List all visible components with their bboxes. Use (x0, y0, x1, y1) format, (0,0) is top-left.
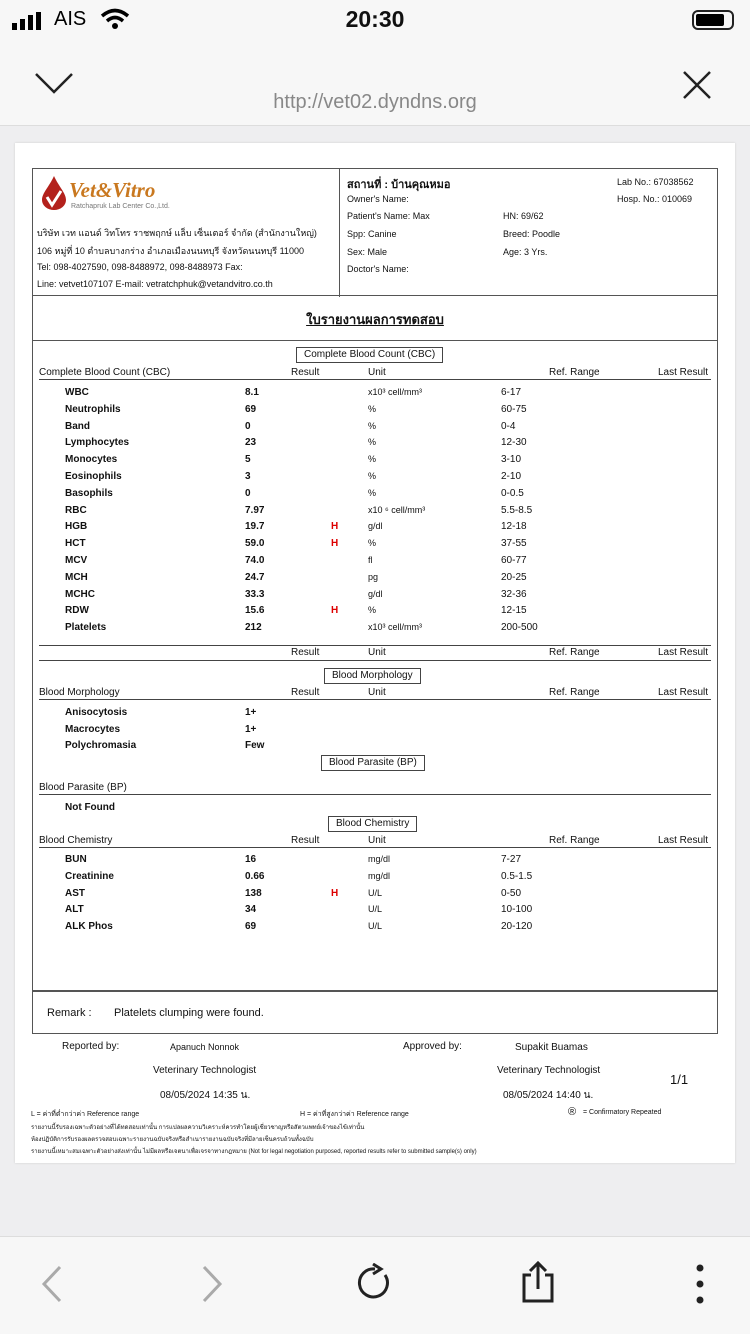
battery-icon (692, 10, 734, 30)
test-name: Polychromasia (65, 740, 137, 751)
divider (39, 794, 711, 795)
test-name: RDW (65, 605, 89, 617)
browser-toolbar (0, 44, 750, 126)
test-result: 1+ (245, 723, 257, 735)
test-result: 23 (245, 437, 257, 449)
back-icon[interactable] (40, 1265, 64, 1303)
test-unit: % (368, 538, 377, 549)
carrier-label: AIS (54, 8, 87, 30)
test-ref-range: 10-100 (501, 904, 533, 916)
morphology-section-box: Blood Morphology (324, 668, 421, 684)
test-ref-range: 0-4 (501, 420, 516, 432)
reported-date: 08/05/2024 14:35 น. (160, 1090, 251, 1101)
patient-name: Patient's Name: Max (347, 211, 430, 221)
parasite-section-box: Blood Parasite (BP) (321, 755, 425, 771)
owner-name: Owner's Name: (347, 194, 409, 204)
logo-subtitle: Ratchapruk Lab Center Co.,Ltd. (71, 203, 170, 210)
col-unit: Unit (368, 835, 386, 846)
test-result: 69 (245, 403, 257, 415)
test-result: 16 (245, 854, 257, 865)
doctor-name: Doctor's Name: (347, 264, 409, 274)
test-unit: x10³ cell/mm³ (368, 387, 423, 397)
report-title-box (32, 296, 718, 341)
company-tel: Tel: 098-4027590, 098-8488972, 098-8488973 Fax: (37, 262, 243, 272)
test-result: 138 (245, 887, 262, 899)
test-unit: mg/dl (368, 870, 391, 881)
disclaimer-3: รายงานนี้เหมาะสมเฉพาะตัวอย่างส่งเท่านั้น ไม่มีผลหรือเจตนาเพื่อเจรจาทางกฎหมาย (Not for legal negotiation purposed, reported results refer to submitted sample(s) only) (31, 1149, 477, 1155)
test-result: 33.3 (245, 588, 265, 600)
col-last: Last Result (658, 367, 709, 378)
test-name: MCV (65, 555, 88, 566)
test-unit: mg/dl (368, 854, 391, 864)
test-name: MCH (65, 571, 88, 583)
test-unit: % (368, 471, 377, 481)
approved-by-name: Supakit Buamas (515, 1042, 588, 1053)
divider (39, 645, 711, 646)
test-name: ALK Phos (65, 921, 113, 933)
test-unit: % (368, 454, 377, 465)
test-name: Platelets (65, 622, 107, 634)
test-name: Basophils (65, 487, 113, 499)
forward-icon[interactable] (200, 1265, 224, 1303)
test-name: Monocytes (65, 454, 118, 466)
share-icon[interactable] (518, 1261, 558, 1303)
test-result: 8.1 (245, 387, 259, 398)
confirmatory-icon: ® (568, 1106, 577, 1118)
patient-hn: HN: 69/62 (503, 211, 544, 221)
col-unit: Unit (368, 687, 386, 698)
test-result: 34 (245, 904, 257, 916)
test-unit: U/L (368, 887, 383, 898)
test-unit: % (368, 420, 377, 431)
test-result: 0 (245, 487, 251, 499)
test-ref-range: 0-50 (501, 887, 522, 899)
test-ref-range: 200-500 (501, 622, 538, 634)
test-ref-range: 12-18 (501, 521, 527, 533)
test-unit: fl (368, 555, 373, 565)
lab-report (15, 143, 735, 1163)
test-result: 69 (245, 921, 257, 933)
morphology-section-label: Blood Morphology (39, 687, 120, 698)
logo-drop-icon (39, 175, 69, 211)
more-icon[interactable] (694, 1263, 706, 1305)
test-name: MCHC (65, 588, 95, 600)
test-unit: x10³ cell/mm³ (368, 622, 423, 633)
divider (39, 847, 711, 848)
hosp-number: Hosp. No.: 010069 (617, 194, 693, 204)
test-result: 24.7 (245, 571, 265, 583)
test-name: Band (65, 420, 90, 432)
col-last: Last Result (658, 835, 709, 846)
reported-by-label: Reported by: (62, 1041, 120, 1052)
test-result: 212 (245, 622, 262, 634)
test-result: 74.0 (245, 555, 265, 566)
high-flag: H (331, 521, 339, 533)
col-ref: Ref. Range (549, 687, 600, 698)
divider (339, 169, 340, 297)
remark-text: Platelets clumping were found. (114, 1007, 264, 1019)
place: สถานที่ : บ้านคุณหมอ (347, 179, 451, 191)
test-ref-range: 6-17 (501, 387, 522, 398)
test-result: Few (245, 740, 265, 751)
high-flag: H (331, 538, 339, 550)
patient-species: Spp: Canine (347, 229, 397, 239)
test-result: 19.7 (245, 521, 265, 533)
legend-high: H = ค่าที่สูงกว่าค่า Reference range (300, 1111, 409, 1118)
test-name: HCT (65, 538, 86, 550)
test-name: Eosinophils (65, 471, 122, 482)
test-name: HGB (65, 521, 88, 533)
reported-by-role: Veterinary Technologist (153, 1065, 257, 1076)
test-unit: % (368, 437, 377, 448)
test-ref-range: 32-36 (501, 588, 527, 600)
disclaimer-2: ห้องปฏิบัติการรับรองผลตรวจสอบเฉพาะรายงานฉบับจริงหรือสำเนารายงานฉบับจริงที่มีลายเซ็นครบถ้วนทั้งฉบับ (31, 1137, 314, 1143)
company-contact: Line: vetvet107107 E-mail: vetratchphuk@vetandvitro.co.th (37, 279, 273, 289)
test-unit: g/dl (368, 588, 383, 599)
test-result: 1+ (245, 707, 257, 718)
approved-by-label: Approved by: (403, 1041, 462, 1052)
test-ref-range: 0.5-1.5 (501, 870, 533, 882)
lab-number: Lab No.: 67038562 (617, 177, 694, 187)
test-result: 5 (245, 454, 251, 466)
test-ref-range: 3-10 (501, 454, 522, 466)
parasite-result: Not Found (65, 802, 115, 813)
test-name: RBC (65, 504, 87, 516)
test-name: WBC (65, 387, 89, 398)
col-result: Result (291, 687, 320, 698)
parasite-section-label: Blood Parasite (BP) (39, 782, 127, 793)
page-number: 1/1 (670, 1072, 689, 1087)
col-result: Result (291, 835, 320, 846)
patient-sex: Sex: Male (347, 247, 388, 257)
test-result: 3 (245, 471, 251, 482)
col-unit: Unit (368, 367, 386, 378)
test-ref-range: 5.5-8.5 (501, 504, 533, 516)
browser-bottom-bar (0, 1236, 750, 1334)
test-result: 0 (245, 420, 251, 432)
test-unit: pg (368, 571, 379, 582)
test-unit: g/dl (368, 521, 383, 532)
chemistry-section-label: Blood Chemistry (39, 835, 113, 846)
approved-by-role: Veterinary Technologist (497, 1065, 601, 1076)
col-ref: Ref. Range (549, 647, 600, 658)
remark-label: Remark : (47, 1007, 92, 1019)
disclaimer-1: รายงานนี้รับรองเฉพาะตัวอย่างที่ได้ทดสอบเท่านั้น การแปลผลความวิเคราะห์ควรทำโดยผู้เชี่ยวชาญหรือสัตวแพทย์เจ้าของไข้เท่านั้น (31, 1125, 365, 1131)
test-result: 0.66 (245, 870, 265, 882)
company-name: บริษัท เวท แอนด์ วิทโทร ราชพฤกษ์ แล็บ เซ็นเตอร์ จํากัด (สํานักงานใหญ่) (37, 228, 317, 238)
clock: 20:30 (345, 6, 405, 32)
status-bar (0, 0, 750, 44)
col-result: Result (291, 647, 320, 658)
report-header (32, 168, 718, 296)
col-last: Last Result (658, 687, 709, 698)
url-bar[interactable]: http://vet02.dyndns.org (273, 91, 477, 113)
high-flag: H (331, 887, 339, 899)
divider (39, 379, 711, 380)
test-unit: U/L (368, 904, 383, 915)
patient-age: Age: 3 Yrs. (503, 247, 548, 257)
divider (39, 699, 711, 700)
test-ref-range: 60-75 (501, 403, 527, 415)
high-flag: H (331, 605, 339, 617)
test-unit: % (368, 403, 377, 414)
col-ref: Ref. Range (549, 367, 600, 378)
cbc-section-label: Complete Blood Count (CBC) (39, 367, 171, 378)
reload-icon[interactable] (355, 1263, 395, 1303)
divider (39, 660, 711, 661)
company-address: 106 หมู่ที่ 10 ตําบลบางกร่าง อําเภอเมืองนนทบุรี จังหวัดนนทบุรี 11000 (37, 246, 304, 256)
test-name: Lymphocytes (65, 437, 130, 449)
test-unit: % (368, 487, 377, 498)
chemistry-section-box: Blood Chemistry (328, 816, 417, 832)
test-name: AST (65, 887, 85, 899)
test-result: 59.0 (245, 538, 265, 550)
legend-low: L = ค่าที่ต่ำกว่าค่า Reference range (31, 1111, 140, 1118)
test-name: ALT (65, 904, 84, 916)
test-ref-range: 7-27 (501, 854, 522, 865)
test-ref-range: 12-15 (501, 605, 527, 617)
patient-breed: Breed: Poodle (503, 229, 561, 239)
test-result: 15.6 (245, 605, 265, 617)
test-unit: % (368, 605, 377, 616)
test-name: Neutrophils (65, 403, 121, 415)
reported-by-name: Apanuch Nonnok (170, 1042, 240, 1052)
col-unit: Unit (368, 647, 386, 658)
test-ref-range: 37-55 (501, 538, 527, 550)
logo-text: Vet&Vitro (69, 178, 156, 202)
test-name: Anisocytosis (65, 707, 128, 718)
col-result: Result (291, 367, 320, 378)
test-unit: x10 ⁶ cell/mm³ (368, 504, 426, 515)
approved-date: 08/05/2024 14:40 น. (503, 1090, 594, 1101)
test-ref-range: 2-10 (501, 471, 522, 482)
cbc-section-box: Complete Blood Count (CBC) (296, 347, 443, 363)
test-name: Creatinine (65, 870, 114, 882)
test-ref-range: 20-25 (501, 571, 527, 583)
col-ref: Ref. Range (549, 835, 600, 846)
test-result: 7.97 (245, 504, 265, 516)
report-title: ใบรายงานผลการทดสอบ (306, 312, 444, 327)
remark-box (32, 991, 718, 1034)
legend-repeated: = Confirmatory Repeated (583, 1109, 662, 1116)
test-name: BUN (65, 854, 87, 865)
test-ref-range: 60-77 (501, 555, 527, 566)
test-unit: U/L (368, 921, 383, 932)
test-ref-range: 20-120 (501, 921, 533, 933)
test-ref-range: 0-0.5 (501, 487, 524, 499)
close-icon[interactable] (682, 70, 712, 100)
test-name: Macrocytes (65, 723, 121, 735)
col-last: Last Result (658, 647, 709, 658)
test-ref-range: 12-30 (501, 437, 527, 449)
